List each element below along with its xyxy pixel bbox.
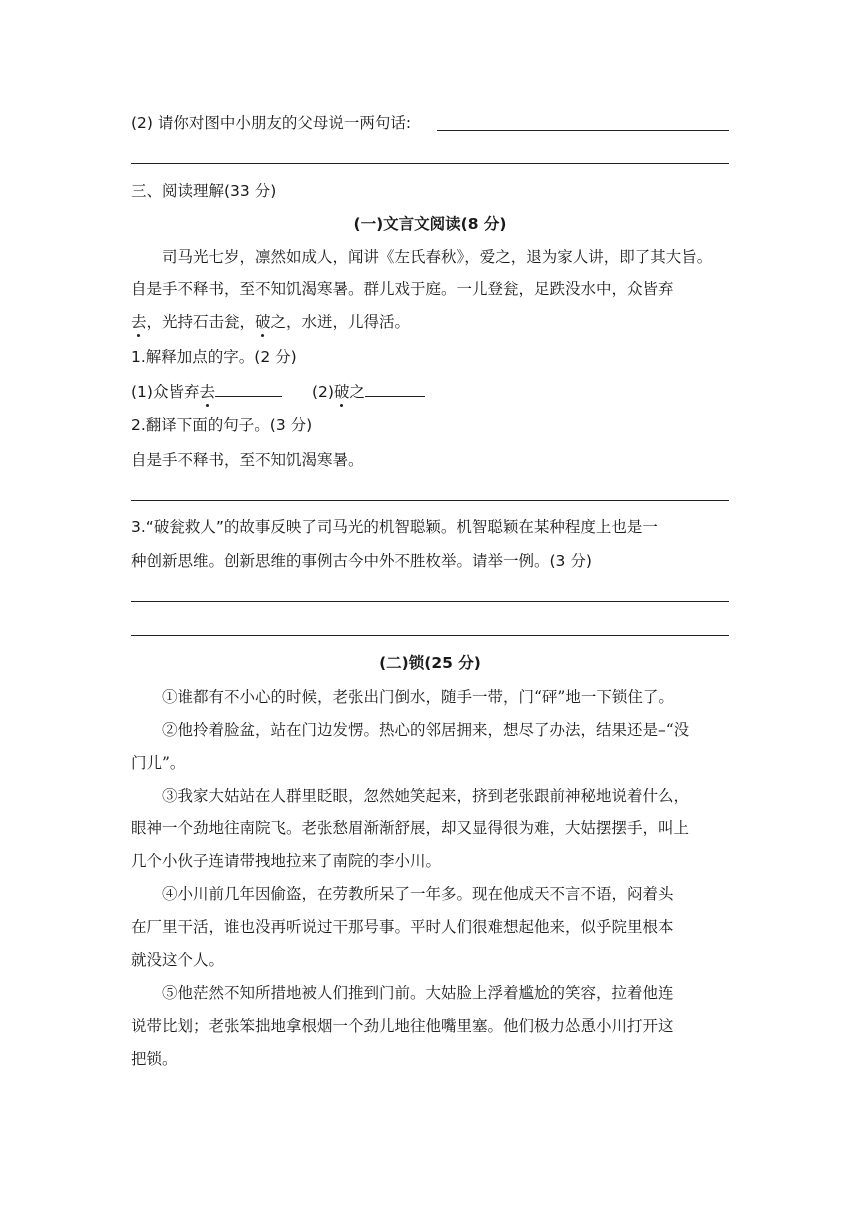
answer-line[interactable]: [131, 601, 729, 602]
passage-line: [131, 312, 410, 332]
item-prefix: (1)众皆弃: [131, 383, 200, 401]
fill-blank-item: [131, 380, 282, 402]
answer-line[interactable]: [131, 163, 729, 164]
fill-blank-item: [312, 380, 425, 402]
dotted-char: 破: [255, 313, 271, 331]
part1-title: (一)文言文阅读(8 分): [353, 215, 507, 233]
paragraph-line: 就没这个人。: [131, 951, 225, 969]
paragraph-line: ⑤他茫然不知所措地被人们推到门前。大姑脸上浮着尴尬的笑容，拉着他连: [162, 984, 674, 1002]
dotted-char: 去: [199, 383, 215, 401]
passage-line: 司马光七岁，凛然如成人，闻讲《左氏春秋》，爱之，退为家人讲，即了其大旨。: [162, 248, 713, 266]
question-title: 2.翻译下面的句子。(3 分): [131, 416, 313, 434]
item-suffix: 之: [349, 383, 365, 401]
dotted-char: 破: [333, 383, 350, 401]
answer-line[interactable]: [131, 635, 729, 636]
paragraph-line: ④小川前几年因偷盗，在劳教所呆了一年多。现在他成天不言不语，闷着头: [162, 885, 674, 903]
item-prefix: (2): [312, 383, 334, 401]
paragraph-line: 门儿”。: [131, 754, 186, 772]
paragraph-line: 把锁。: [131, 1050, 178, 1068]
paragraph-line: ①谁都有不小心的时候，老张出门倒水，随手一带，门“砰”地一下锁住了。: [162, 688, 674, 706]
part2-title: (二)锁(25 分): [379, 654, 481, 672]
passage-text: 之，水迸，儿得活。: [270, 313, 411, 331]
question-2-text: (2) 请你对图中小朋友的父母说一两句话:: [131, 114, 412, 132]
passage-line: 自是手不释书，至不知饥渴寒暑。群儿戏于庭。一儿登瓮，足跌没水中，众皆弃: [131, 280, 674, 298]
question-title: 1.解释加点的字。(2 分): [131, 348, 297, 366]
paragraph-line: 说带比划；老张笨拙地拿根烟一个劲儿地往他嘴里塞。他们极力怂恿小川打开这: [131, 1017, 674, 1035]
answer-blank[interactable]: [215, 380, 282, 397]
section-title: 三、阅读理解(33 分): [131, 182, 277, 200]
paragraph-line: 几个小伙子连请带拽地拉来了南院的李小川。: [131, 852, 442, 870]
dotted-char: 去: [131, 313, 147, 331]
paragraph-line: 在厂里干活，谁也没再听说过干那号事。平时人们很难想起他来，似乎院里根本: [131, 918, 674, 936]
sentence-to-translate: 自是手不释书，至不知饥渴寒暑。: [131, 451, 364, 469]
question-text: 3.“破瓮救人”的故事反映了司马光的机智聪颖。机智聪颖在某种程度上也是一: [131, 518, 658, 536]
answer-line[interactable]: [437, 130, 729, 131]
paragraph-line: ②他拎着脸盆，站在门边发愣。热心的邻居拥来，想尽了办法，结果还是–“没: [162, 721, 690, 739]
paragraph-line: 眼神一个劲地往南院飞。老张愁眉渐渐舒展，却又显得很为难，大姑摆摆手，叫上: [131, 819, 690, 837]
passage-text: ，光持石击瓮，: [146, 313, 256, 331]
question-text: 种创新思维。创新思维的事例古今中外不胜枚举。请举一例。(3 分): [131, 552, 592, 570]
answer-line[interactable]: [131, 500, 729, 501]
answer-blank[interactable]: [365, 380, 425, 397]
paragraph-line: ③我家大姑站在人群里眨眼，忽然她笑起来，挤到老张跟前神秘地说着什么，: [162, 787, 690, 805]
